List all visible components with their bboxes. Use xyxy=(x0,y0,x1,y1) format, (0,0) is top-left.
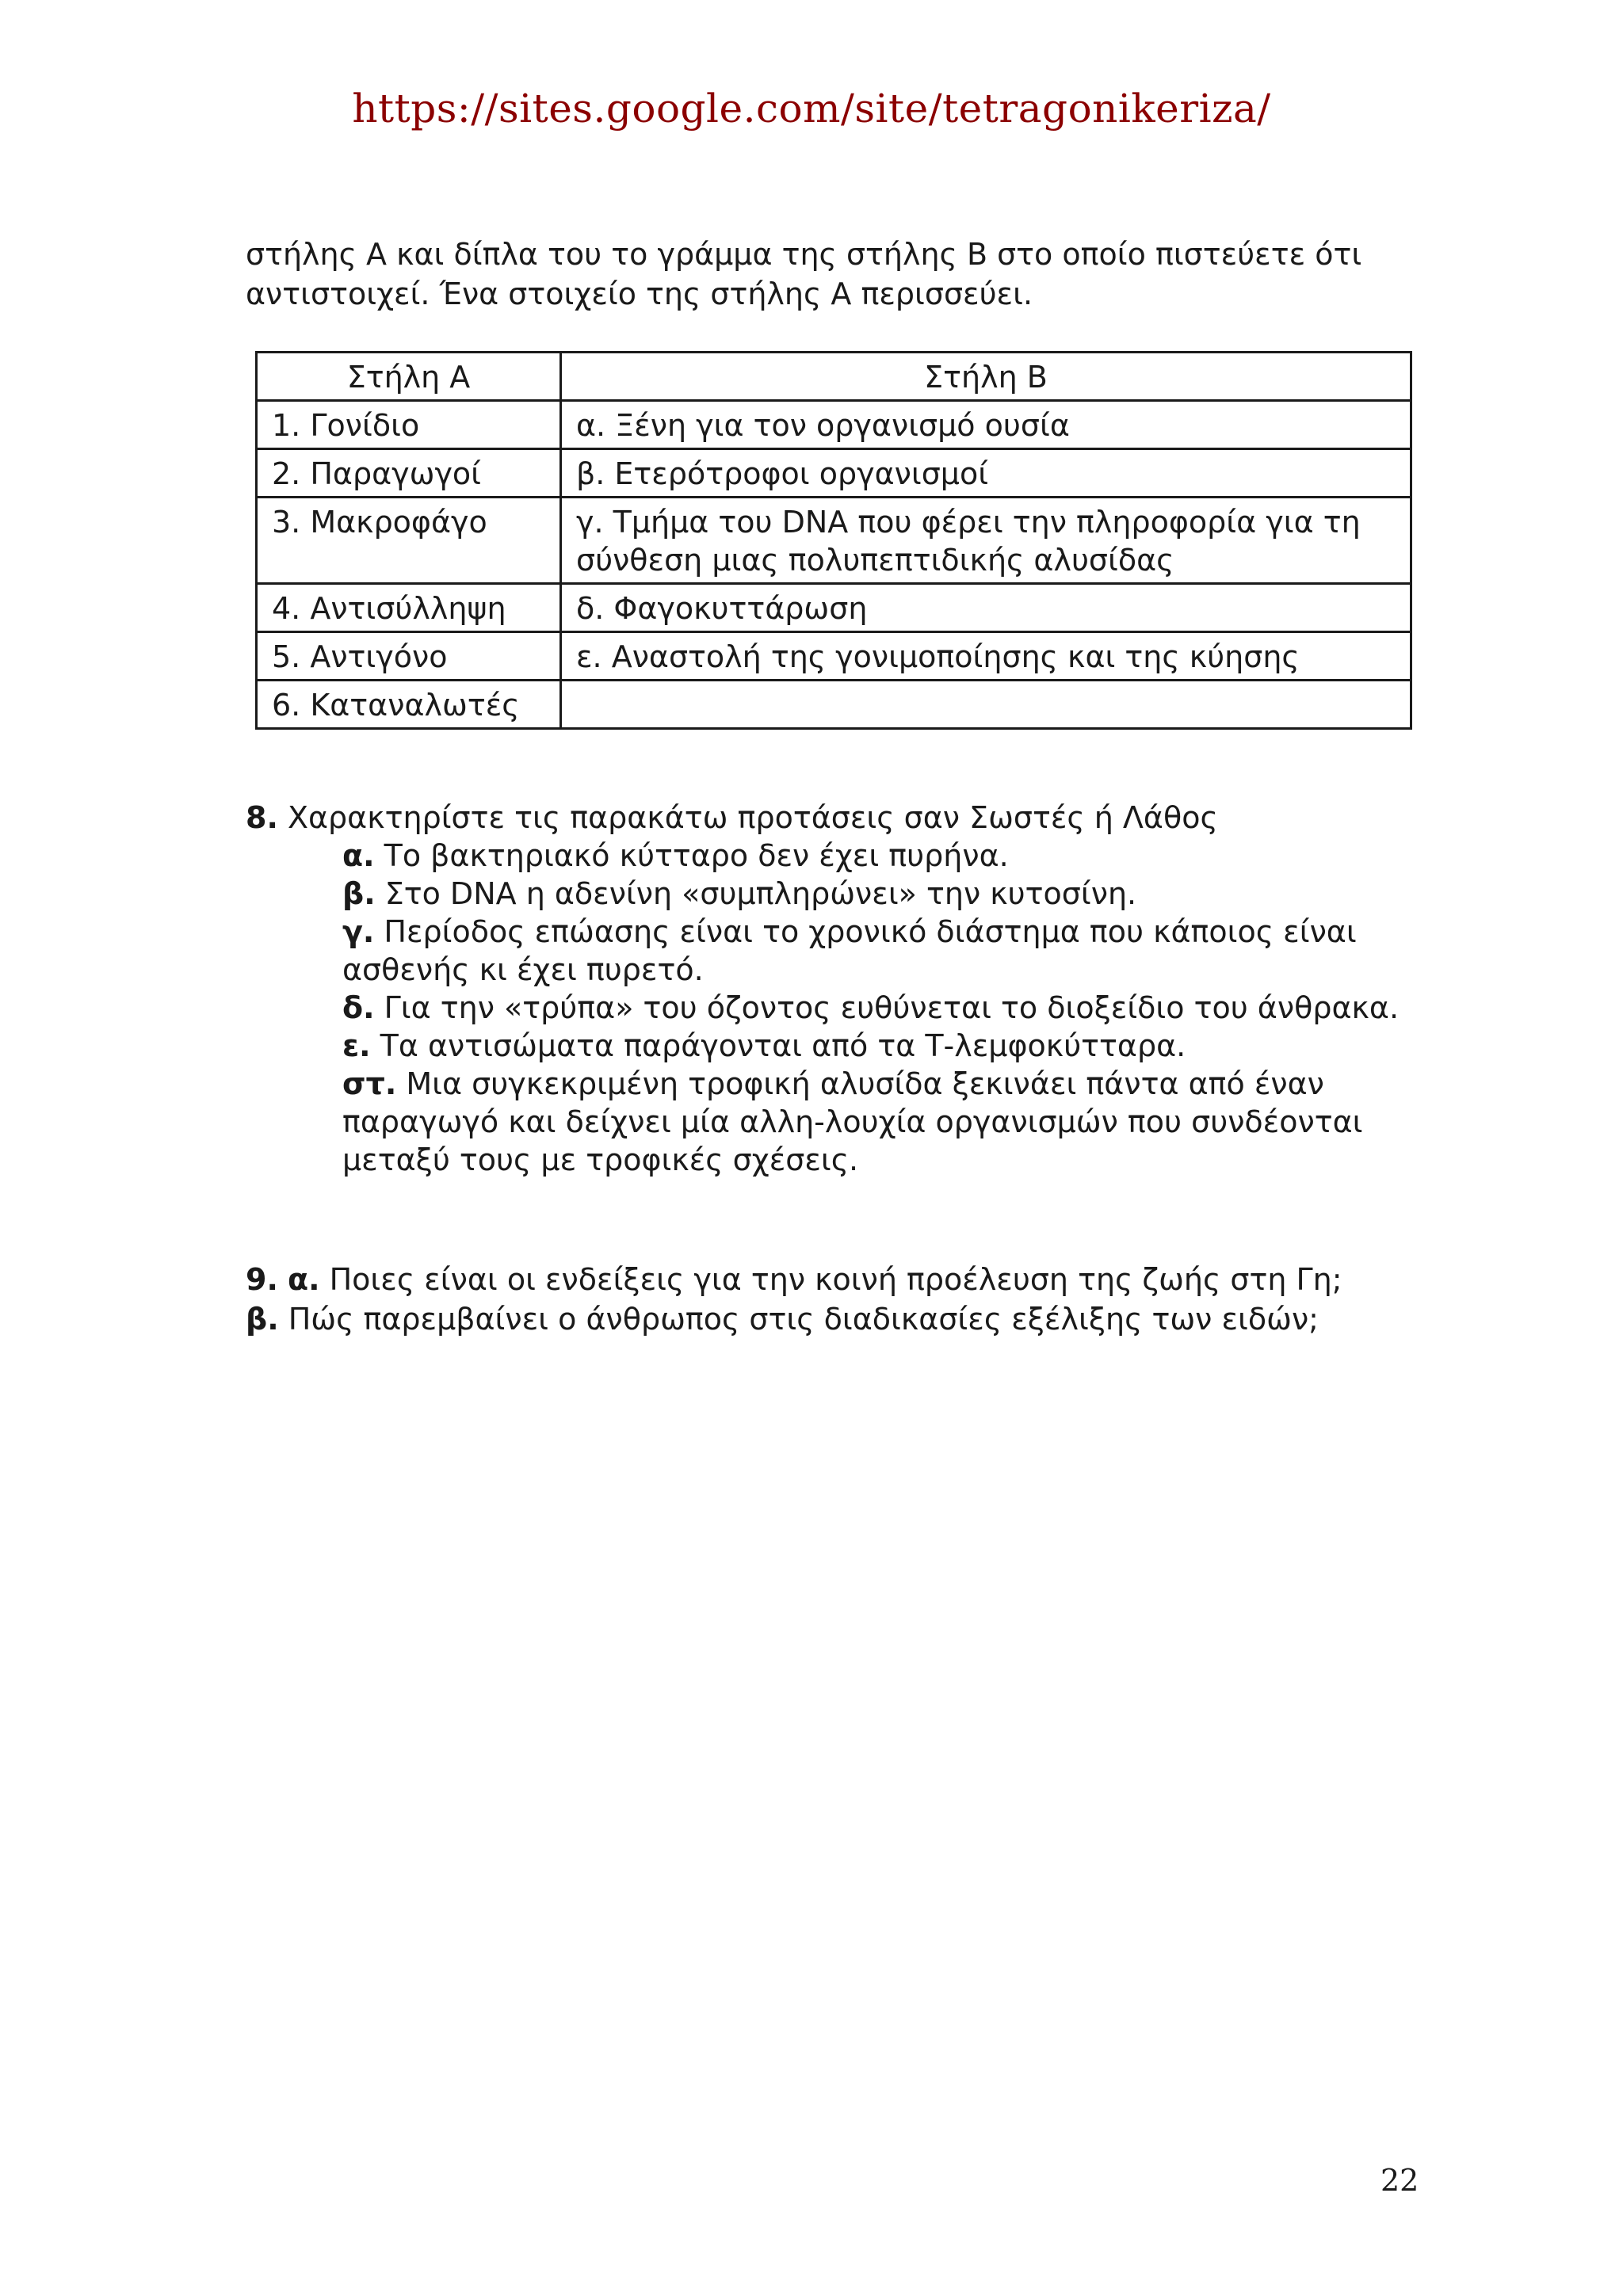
column-b-cell: δ. Φαγοκυττάρωση xyxy=(561,584,1411,632)
table-header-row xyxy=(257,353,1411,401)
column-a-cell: 5. Αντιγόνο xyxy=(257,632,561,681)
header-url-link[interactable]: https://sites.google.com/site/tetragonikeriza/ xyxy=(352,86,1271,132)
item-text: Για την «τρύπα» του όζοντος ευθύνεται το διοξείδιο του άνθρακα. xyxy=(374,990,1400,1025)
question-8-number: 8. xyxy=(246,800,278,835)
question-9-number: 9. xyxy=(246,1262,278,1297)
item-text: Τα αντισώματα παράγονται από τα Τ-λεμφοκύτταρα. xyxy=(370,1028,1186,1063)
column-a-cell: 2. Παραγωγοί xyxy=(257,449,561,498)
matching-table xyxy=(255,351,1412,730)
list-item xyxy=(342,989,1419,1027)
intro-line-2: αντιστοιχεί. Ένα στοιχείο της στήλης Α περισσεύει. xyxy=(246,277,1033,311)
item-text: Το βακτηριακό κύτταρο δεν έχει πυρήνα. xyxy=(374,838,1009,873)
question-8-prompt xyxy=(246,799,1419,837)
item-label: β. xyxy=(246,1302,279,1337)
item-label: α. xyxy=(342,838,375,873)
column-b-cell: β. Ετερότροφοι οργανισμοί xyxy=(561,449,1411,498)
table-row xyxy=(257,632,1411,681)
list-item xyxy=(342,875,1419,913)
item-text: Πώς παρεμβαίνει ο άνθρωπος στις διαδικασίες εξέλιξης των ειδών; xyxy=(278,1302,1319,1337)
column-b-cell: α. Ξένη για τον οργανισμό ουσία xyxy=(561,401,1411,449)
question-9-part-a xyxy=(246,1260,1419,1299)
question-8 xyxy=(246,799,1419,1179)
column-a-cell: 1. Γονίδιο xyxy=(257,401,561,449)
item-text: Στο DNA η αδενίνη «συμπληρώνει» την κυτοσίνη. xyxy=(375,876,1137,911)
question-8-text: Χαρακτηρίστε τις παρακάτω προτάσεις σαν Σωστές ή Λάθος xyxy=(277,800,1218,835)
column-a-header: Στήλη Α xyxy=(257,353,561,401)
list-item xyxy=(342,1065,1419,1179)
item-label: ε. xyxy=(342,1028,371,1063)
column-b-cell xyxy=(561,681,1411,729)
question-9 xyxy=(246,1260,1419,1339)
item-label: στ. xyxy=(342,1066,397,1101)
table-row xyxy=(257,681,1411,729)
column-b-cell: γ. Τμήμα του DNA που φέρει την πληροφορία για τη σύνθεση μιας πολυπεπτιδικής αλυσίδας xyxy=(561,498,1411,584)
item-text: Περίοδος επώασης είναι το χρονικό διάστημα που κάποιος είναι ασθενής κι έχει πυρετό. xyxy=(342,914,1357,987)
question-9-part-b xyxy=(246,1299,1419,1339)
item-label: γ. xyxy=(342,914,375,949)
item-label: β. xyxy=(342,876,376,911)
item-text: Μια συγκεκριμένη τροφική αλυσίδα ξεκινάει πάντα από έναν παραγωγό και δείχνει μία αλλη-λουχία οργανισμών που συνδέονται μεταξύ τους με τροφικές σχέσεις. xyxy=(342,1066,1363,1177)
question-8-items xyxy=(246,837,1419,1179)
item-label: δ. xyxy=(342,990,375,1025)
table-row xyxy=(257,401,1411,449)
column-a-cell: 3. Μακροφάγο xyxy=(257,498,561,584)
intro-paragraph xyxy=(246,235,1419,314)
column-b-header: Στήλη Β xyxy=(561,353,1411,401)
intro-line-1: στήλης Α και δίπλα του το γράμμα της στήλης Β στο οποίο πιστεύετε ότι xyxy=(246,237,1362,272)
table-row xyxy=(257,449,1411,498)
list-item xyxy=(342,837,1419,875)
column-a-cell: 4. Αντισύλληψη xyxy=(257,584,561,632)
column-a-cell: 6. Καταναλωτές xyxy=(257,681,561,729)
item-text: Ποιες είναι οι ενδείξεις για την κοινή προέλευση της ζωής στη Γη; xyxy=(319,1262,1342,1297)
table-row xyxy=(257,498,1411,584)
page-number: 22 xyxy=(1381,2163,1419,2198)
item-label: α. xyxy=(287,1262,320,1297)
list-item xyxy=(342,1027,1419,1065)
list-item xyxy=(342,913,1419,989)
column-b-cell: ε. Αναστολή της γονιμοποίησης και της κύησης xyxy=(561,632,1411,681)
table-row xyxy=(257,584,1411,632)
